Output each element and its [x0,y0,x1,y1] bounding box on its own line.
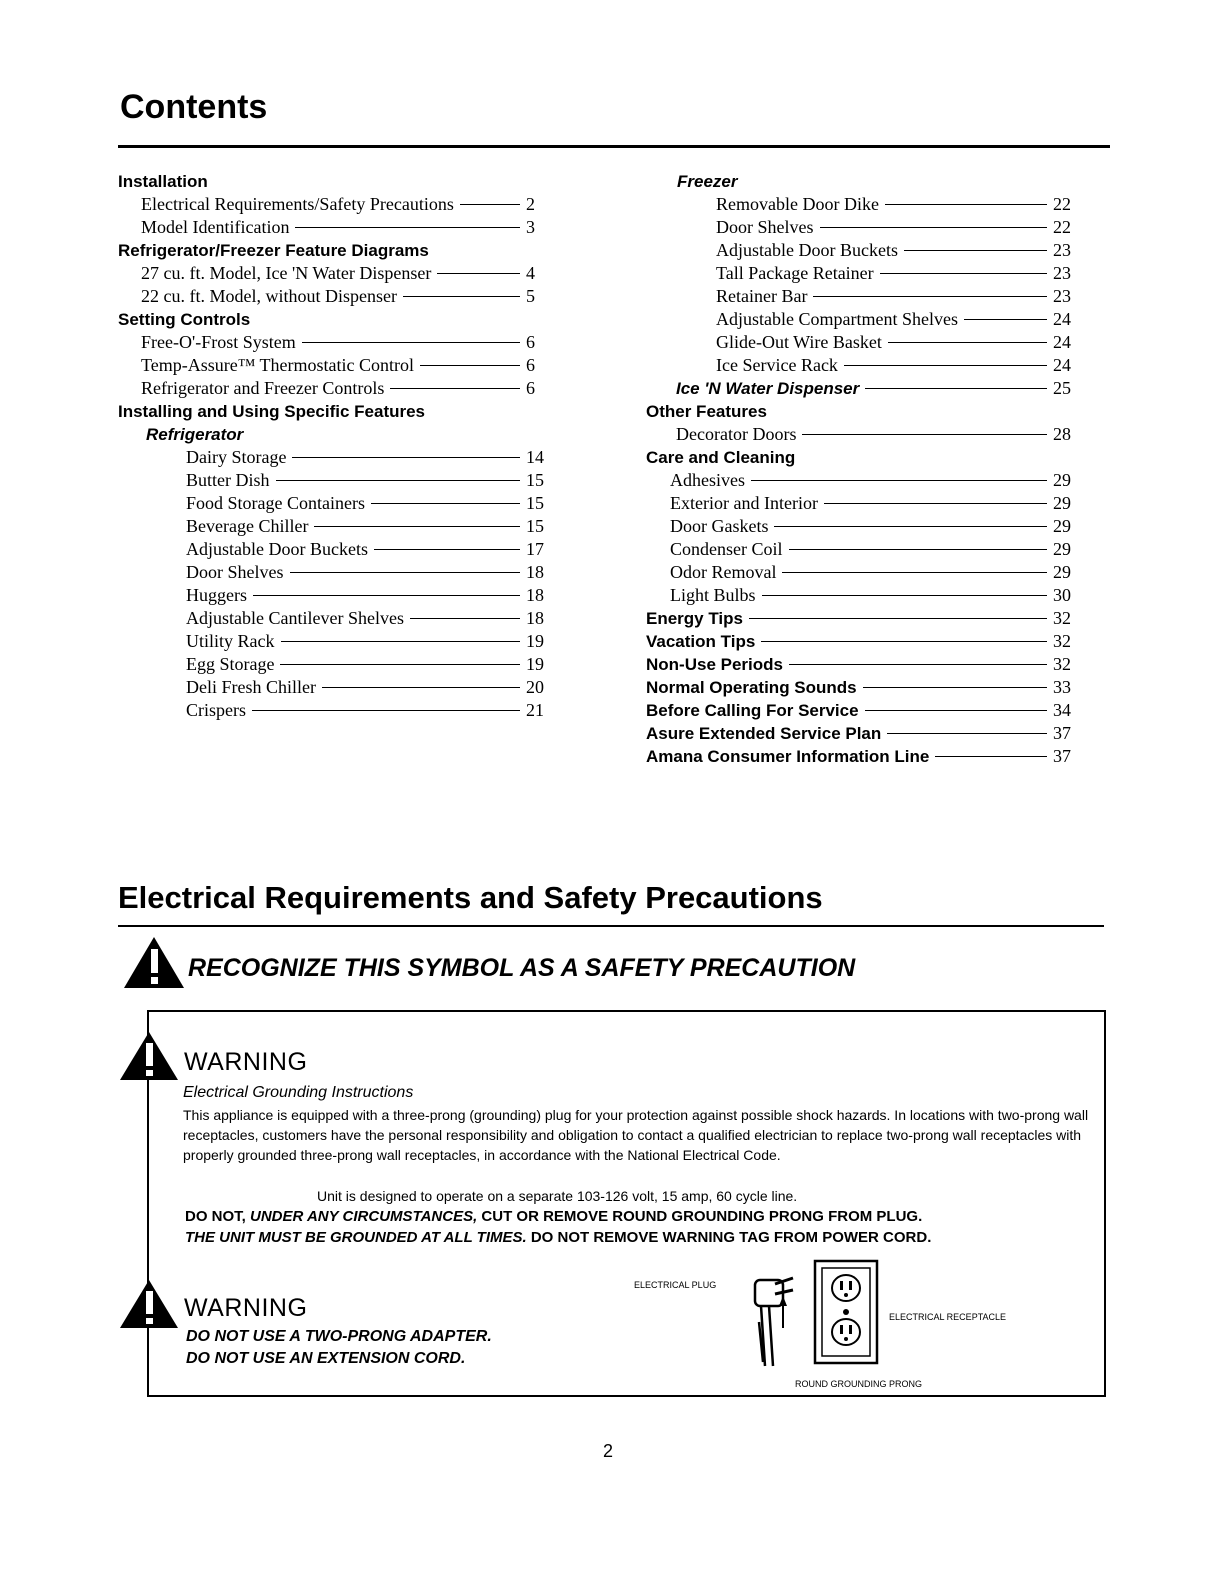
grounding-warning-part2: DO NOT REMOVE WARNING TAG FROM POWER CORD. [530,1229,932,1246]
toc-page-number: 21 [526,700,544,720]
toc-leader-line [420,365,520,366]
do-not-cut-part2: UNDER ANY CIRCUMSTANCES, [250,1208,478,1225]
warning-body-text: This appliance is equipped with a three-prong (grounding) plug for your protection against possible shock hazards. In locations with two-prong wall receptacles, customers have the personal responsibility and obligation to contact a qualified electrician to replace two-prong wall receptacles with properly grounded three-prong wall receptacles, in accordance with the National Electrical Code. [183,1107,1089,1163]
toc-entry [186,492,548,515]
toc-leader-line [437,273,520,274]
toc-leader-line [751,480,1047,481]
toc-leader-line [295,227,520,228]
toc-leader-line [880,273,1047,274]
toc-heading [118,170,208,193]
toc-label: Utility Rack [186,631,275,651]
adapter-warning: DO NOT USE A TWO-PRONG ADAPTER. [186,1328,492,1345]
warning-heading: WARNING [184,1294,308,1322]
toc-page-number: 29 [1053,516,1071,536]
toc-page-number: 17 [526,539,544,559]
toc-entry [716,262,1075,285]
toc-label: Refrigerator and Freezer Controls [141,378,385,398]
toc-page-number: 15 [526,470,544,490]
toc-leader-line [824,503,1047,504]
toc-label: Glide-Out Wire Basket [716,332,882,352]
toc-page-number: 4 [526,263,535,283]
toc-leader-line [253,595,520,596]
toc-entry [186,630,548,653]
toc-entry [646,745,1075,768]
safety-symbol-notice: RECOGNIZE THIS SYMBOL AS A SAFETY PRECAUTION [188,954,856,982]
toc-leader-line [390,388,520,389]
toc-label: Exterior and Interior [670,493,818,513]
toc-label: Energy Tips [646,609,743,628]
toc-leader-line [460,204,520,205]
toc-label: Freezer [677,172,738,191]
toc-page-number: 19 [526,654,544,674]
toc-page-number: 18 [526,562,544,582]
toc-label: Adhesives [670,470,745,490]
toc-entry [670,561,1075,584]
warning-subheading: Electrical Grounding Instructions [183,1084,414,1101]
toc-label: Door Gaskets [670,516,769,536]
toc-entry [186,676,548,699]
toc-page-number: 30 [1053,585,1071,605]
toc-entry [670,538,1075,561]
toc-page-number: 5 [526,286,535,306]
toc-leader-line [290,572,521,573]
toc-entry [141,216,548,239]
toc-page-number: 22 [1053,217,1071,237]
toc-leader-line [885,204,1047,205]
toc-label: Tall Package Retainer [716,263,874,283]
toc-entry [186,607,548,630]
toc-entry [670,492,1075,515]
toc-leader-line [749,618,1047,619]
toc-page-number: 37 [1053,746,1071,766]
toc-leader-line [888,342,1047,343]
toc-leader-line [813,296,1047,297]
toc-label: Ice Service Rack [716,355,838,375]
toc-label: Before Calling For Service [646,701,859,720]
toc-leader-line [371,503,520,504]
toc-page-number: 3 [526,217,535,237]
toc-label: Adjustable Door Buckets [716,240,898,260]
toc-label: Asure Extended Service Plan [646,724,882,743]
toc-label: Light Bulbs [670,585,756,605]
toc-label: Refrigerator [146,425,244,444]
plug-label: ELECTRICAL PLUG [634,1280,717,1290]
toc-leader-line [302,342,520,343]
grounding-warning [185,1228,931,1248]
toc-entry [676,423,1075,446]
toc-label: Door Shelves [716,217,814,237]
toc-label: Model Identification [141,217,290,237]
toc-entry [716,193,1075,216]
toc-entry [186,699,548,722]
toc-entry [186,561,548,584]
toc-page-number: 15 [526,516,544,536]
toc-label: Crispers [186,700,246,720]
toc-heading [646,400,767,423]
toc-entry [186,515,548,538]
toc-entry [646,653,1075,676]
toc-entry [716,354,1075,377]
warning-triangle-icon [122,935,186,990]
extension-cord-warning: DO NOT USE AN EXTENSION CORD. [186,1350,466,1367]
toc-entry [186,653,548,676]
toc-label: Retainer Bar [716,286,808,306]
toc-leader-line [789,664,1047,665]
toc-leader-line [374,549,520,550]
toc-label: Installation [118,172,208,191]
toc-entry [141,377,548,400]
toc-leader-line [964,319,1047,320]
toc-entry [716,239,1075,262]
section-title: Electrical Requirements and Safety Precautions [118,880,823,915]
toc-label: Normal Operating Sounds [646,678,857,697]
toc-entry [646,630,1075,653]
toc-leader-line [252,710,520,711]
toc-entry [646,699,1075,722]
toc-label: Odor Removal [670,562,777,582]
grounding-prong-label: ROUND GROUNDING PRONG [795,1379,923,1389]
toc-leader-line [280,664,520,665]
toc-leader-line [789,549,1048,550]
toc-label: Removable Door Dike [716,194,879,214]
toc-entry [141,331,548,354]
toc-label: Decorator Doors [676,424,797,444]
toc-page-number: 18 [526,608,544,628]
toc-heading [646,446,795,469]
toc-heading [118,239,429,262]
toc-page-number: 28 [1053,424,1071,444]
toc-label: Vacation Tips [646,632,756,651]
toc-entry [186,584,548,607]
toc-heading [118,400,425,423]
toc-label: Setting Controls [118,310,251,329]
toc-page-number: 25 [1053,378,1071,398]
toc-label: 27 cu. ft. Model, Ice 'N Water Dispenser [141,263,432,283]
toc-page-number: 19 [526,631,544,651]
toc-page-number: 24 [1053,355,1071,375]
toc-label: Condenser Coil [670,539,783,559]
toc-leader-line [322,687,520,688]
toc-entry [186,446,548,469]
toc-entry [676,377,1075,400]
toc-leader-line [887,733,1047,734]
do-not-cut-part3: CUT OR REMOVE ROUND GROUNDING PRONG FROM PLUG. [481,1208,923,1225]
toc-label: Installing and Using Specific Features [118,402,426,421]
toc-page-number: 33 [1053,677,1071,697]
toc-leader-line [820,227,1048,228]
do-not-cut-part1: DO NOT, [185,1208,246,1225]
toc-page-number: 32 [1053,631,1071,651]
toc-page-number: 22 [1053,194,1071,214]
toc-label: Refrigerator/Freezer Feature Diagrams [118,241,429,260]
toc-label: Dairy Storage [186,447,287,467]
toc-heading [677,170,737,193]
toc-leader-line [410,618,520,619]
toc-label: Adjustable Compartment Shelves [716,309,958,329]
toc-page-number: 23 [1053,263,1071,283]
toc-label: Ice 'N Water Dispenser [676,379,860,398]
toc-leader-line [904,250,1047,251]
toc-entry [141,354,548,377]
toc-entry [646,607,1075,630]
toc-page-number: 23 [1053,240,1071,260]
toc-entry [670,584,1075,607]
toc-entry [716,331,1075,354]
toc-label: Electrical Requirements/Safety Precautions [141,194,454,214]
toc-page-number: 29 [1053,470,1071,490]
toc-label: Free-O'-Frost System [141,332,296,352]
toc-label: Egg Storage [186,654,275,674]
toc-label: Amana Consumer Information Line [646,747,930,766]
toc-entry [646,676,1075,699]
toc-leader-line [292,457,520,458]
toc-leader-line [403,296,520,297]
toc-leader-line [762,595,1047,596]
warning-triangle-icon [118,1030,180,1082]
toc-entry [186,469,548,492]
toc-entry [716,308,1075,331]
toc-label: Temp-Assure™ Thermostatic Control [141,355,414,375]
toc-label: Adjustable Door Buckets [186,539,368,559]
toc-page-number: 2 [526,194,535,214]
title-rule [118,145,1110,148]
electrical-receptacle-icon [812,1258,880,1366]
toc-page-number: 29 [1053,562,1071,582]
toc-label: Huggers [186,585,247,605]
toc-page-number: 24 [1053,332,1071,352]
toc-page-number: 23 [1053,286,1071,306]
toc-leader-line [314,526,520,527]
toc-leader-line [281,641,521,642]
toc-label: Butter Dish [186,470,270,490]
toc-entry [141,193,548,216]
toc-label: Door Shelves [186,562,284,582]
toc-page-number: 15 [526,493,544,513]
toc-page-number: 32 [1053,654,1071,674]
warning-triangle-icon [118,1278,180,1330]
toc-page-number: 29 [1053,493,1071,513]
toc-label: Care and Cleaning [646,448,796,467]
toc-leader-line [863,687,1047,688]
toc-label: Other Features [646,402,767,421]
toc-page-number: 34 [1053,700,1071,720]
toc-entry [670,469,1075,492]
toc-entry [141,285,548,308]
toc-page-number: 6 [526,378,535,398]
toc-leader-line [865,710,1047,711]
toc-leader-line [935,756,1047,757]
toc-leader-line [774,526,1047,527]
toc-page-number: 24 [1053,309,1071,329]
toc-label: Non-Use Periods [646,655,783,674]
toc-leader-line [802,434,1047,435]
toc-page-number: 32 [1053,608,1071,628]
toc-leader-line [782,572,1047,573]
electrical-plug-icon [745,1262,805,1370]
toc-leader-line [276,480,521,481]
page-title: Contents [120,88,268,126]
toc-label: Beverage Chiller [186,516,309,536]
toc-entry [716,285,1075,308]
toc-heading [146,423,243,446]
grounding-warning-part1: THE UNIT MUST BE GROUNDED AT ALL TIMES. [185,1229,527,1246]
toc-page-number: 14 [526,447,544,467]
toc-leader-line [865,388,1047,389]
unit-spec-text: Unit is designed to operate on a separate 103-126 volt, 15 amp, 60 cycle line. [317,1188,798,1204]
toc-leader-line [844,365,1047,366]
toc-entry [716,216,1075,239]
toc-page-number: 29 [1053,539,1071,559]
do-not-cut-warning [185,1207,922,1227]
toc-entry [646,722,1075,745]
section-rule [118,925,1104,927]
toc-page-number: 37 [1053,723,1071,743]
toc-leader-line [761,641,1047,642]
warning-box-top-rule [147,1010,1104,1012]
toc-entry [186,538,548,561]
receptacle-label: ELECTRICAL RECEPTACLE [889,1312,1007,1322]
warning-heading: WARNING [184,1048,308,1076]
toc-label: Adjustable Cantilever Shelves [186,608,404,628]
toc-page-number: 20 [526,677,544,697]
toc-page-number: 6 [526,355,535,375]
toc-page-number: 6 [526,332,535,352]
toc-label: 22 cu. ft. Model, without Dispenser [141,286,397,306]
toc-label: Deli Fresh Chiller [186,677,316,697]
toc-heading [118,308,250,331]
toc-entry [670,515,1075,538]
page-number: 2 [603,1441,614,1461]
toc-entry [141,262,548,285]
toc-label: Food Storage Containers [186,493,365,513]
toc-page-number: 18 [526,585,544,605]
